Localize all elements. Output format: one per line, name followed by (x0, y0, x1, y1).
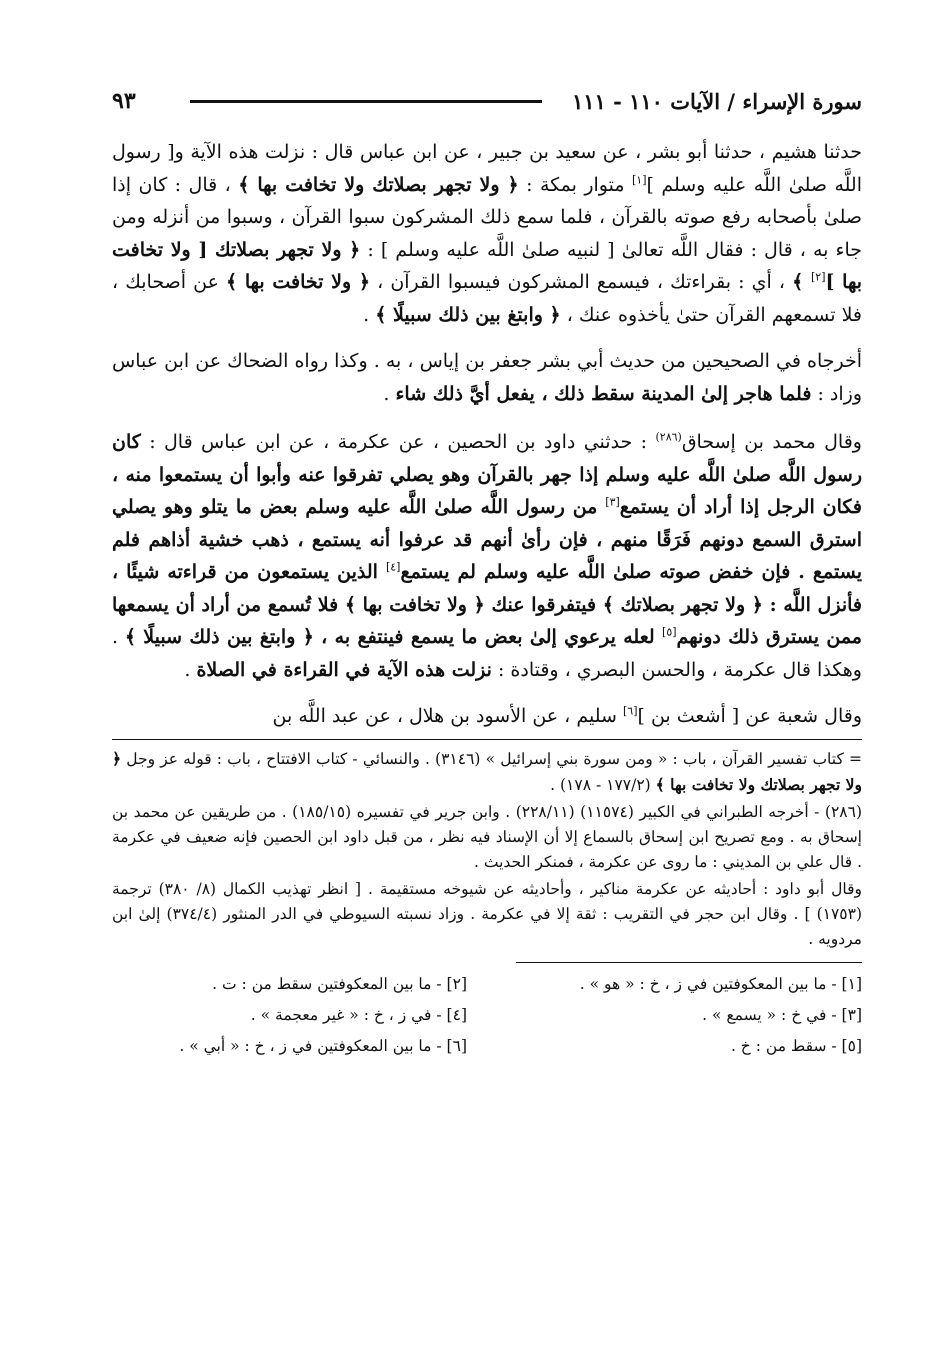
quran-quote: ﴿ ولا تجهر بصلاتك ﴾ (602, 593, 763, 616)
header-rule (190, 100, 542, 103)
text: عن أصحابك ، فلا تسمعهم القرآن حتىٰ يأخذوه عنك ، (112, 271, 862, 326)
quran-quote-end: ﴾ (792, 271, 811, 293)
text: ، قال : كان إذا صلىٰ بأصحابه رفع صوته بالقرآن ، فلما سمع ذلك المشركون سبوا القرآن ، وسبوا من أنزله ومن جاء به ، قال : فقال اللَّه تعالىٰ [ لنبيه صلىٰ اللَّه عليه وسلم ] : (112, 173, 862, 261)
quran-quote: ﴿ ولا تخافت بها ﴾ (226, 271, 370, 293)
footnote-286-continued: وقال أبو داود : أحاديثه عن عكرمة مناكير ، وأحاديثه عن شيوخه مستقيمة . [ انظر تهذيب الكمال (٨/ ٣٨٠) ترجمة (١٧٥٣) ] . وقال ابن حجر في التقريب : ثقة إلا في عكرمة . وزاد نسبته السيوطي في الدر المنثور (٣٧٤/٤) إلىٰ ابن مردويه . (112, 879, 862, 948)
quran-quote: ﴿ ولا تجهر بصلاتك [ ولا تخافت بها ] (112, 238, 863, 293)
bold-text: لعله يرعوي إلىٰ بعض ما يسمع فينتفع به ، (313, 626, 663, 648)
quran-quote: ﴿ وابتغ بين ذلك سبيلًا ﴾ (375, 303, 561, 326)
quran-quote: ﴿ ولا تجهر بصلاتك ولا تخافت بها ﴾ (112, 748, 862, 794)
text: . (184, 658, 197, 681)
variant-ref: [٥] (662, 625, 677, 639)
text: حدثنا هشيم ، حدثنا أبو بشر ، عن سعيد بن جبير ، عن ابن عباس قال : نزلت هذه الآية و[ رسول اللَّه صلىٰ اللَّه عليه وسلم ] (112, 141, 862, 196)
paragraph-shuba (112, 700, 862, 733)
text: . (363, 303, 376, 326)
variant-note: [٦] - ما بين المعكوفتين في ز ، خ : « أبي » . (179, 1036, 467, 1055)
bold-text: من رسول اللَّه صلىٰ اللَّه عليه وسلم بعض ما يتلو وهو يصلي استرق السمع دونهم فَرَقًا منهم ، فإن رأىٰ أنهم قد عرفوا أنه يستمع ، ذهب خشية أذاهم فلم يستمع . فإن خفض صوته صلىٰ اللَّه عليه وسلم لم يستمع (112, 496, 862, 583)
text: سليم ، عن الأسود بن هلال ، عن عبد اللَّه بن (272, 705, 623, 727)
text: = كتاب تفسير القرآن ، باب : « ومن سورة بني إسرائيل » (٣١٤٦) . والنسائي - كتاب الافتتاح ، باب : قوله عز وجل (121, 749, 862, 768)
quran-quote: ﴿ ولا تجهر بصلاتك ولا تخافت بها ﴾ (238, 173, 519, 196)
footnote-separator (112, 739, 862, 740)
variant-ref: [١] (631, 173, 647, 187)
bold-text: الذين يستمعون من قراءته شيئًا ، فأنزل اللَّه : (112, 561, 862, 616)
paragraph-ibn-ishaq (112, 426, 862, 686)
footnote-286: (٢٨٦) - أخرجه الطبراني في الكبير (١١٥٧٤) (٢٢٨/١١) . وابن جرير في تفسيره (١٨٥/١٥) . من طريقين عن محمد بن إسحاق به . ومع تصريح ابن إسحاق بالسماع إلا أن الإسناد فيه نظر ، من قبل داود ابن الحصين فإنه ضعيف في عكرمة . قال علي بن المديني : ما روى عن عكرمة ، فمنكر الحديث . (112, 802, 862, 871)
footnote-continuation (112, 746, 862, 798)
variant-ref: [٦] (622, 704, 638, 718)
text: (١٧٧/٢ - ١٧٨) . (550, 775, 656, 794)
surah-title: سورة الإسراء / الآيات ١١٠ - ١١١ (571, 88, 862, 114)
page-header (112, 84, 862, 118)
variant-note: [٢] - ما بين المعكوفتين سقط من : ت . (212, 974, 467, 993)
variant-note: [٤] - في ز ، خ : « غير معجمة » . (250, 1005, 467, 1024)
text: ، أي : بقراءتك ، فيسمع المشركون فيسبوا القرآن ، (369, 271, 793, 293)
bold-text: كان رسول اللَّه صلىٰ اللَّه عليه وسلم إذا جهر بالقرآن وهو يصلي تفرقوا عنه وأبوا أن يستمعوا منه ، فكان الرجل إذا أراد أن يستمع (112, 431, 863, 518)
text: . وهكذا قال عكرمة ، والحسن البصري ، وقتادة : (112, 626, 862, 681)
variant-ref: [٤] (385, 560, 401, 574)
bold-text: نزلت هذه الآية في القراءة في الصلاة (196, 658, 492, 681)
variants-separator (516, 962, 862, 963)
text: وقال شعبة عن [ أشعث بن ] (637, 705, 862, 727)
bold-text: فلما هاجر إلىٰ المدينة سقط ذلك ، يفعل أيَّ ذلك شاء (395, 382, 812, 405)
bold-text: فلا تُسمع من أراد أن يسمعها ممن يسترق ذلك دونهم (112, 593, 862, 648)
variant-ref: [٢] (810, 270, 826, 284)
quran-quote: ﴿ وابتغ بين ذلك سبيلًا ﴾ (124, 626, 314, 648)
bold-text: فيتفرقوا عنك (484, 593, 603, 616)
text: . (383, 382, 396, 405)
quran-quote: ﴿ ولا تخافت بها ﴾ (344, 593, 485, 616)
page-number: ٩٣ (112, 88, 136, 114)
variant-note: [٣] - في خ : « يسمع » . (702, 1005, 862, 1024)
footnote-ref: (٢٨٦) (655, 430, 682, 444)
paragraph-hushaim-hadith (112, 136, 862, 331)
text: : حدثني داود بن الحصين ، عن عكرمة ، عن ابن عباس قال : (140, 431, 656, 453)
manuscript-variants (112, 969, 862, 1062)
paragraph-sahihain (112, 345, 862, 410)
variant-note: [٥] - سقط من : خ . (730, 1036, 862, 1055)
text: أخرجاه في الصحيحين من حديث أبي بشر جعفر بن إياس ، به . وكذا رواه الضحاك عن ابن عباس وزاد : (112, 350, 862, 405)
text: وقال محمد بن إسحاق (681, 431, 862, 453)
text: متوار بمكة : (518, 173, 632, 196)
variant-ref: [٣] (605, 495, 620, 509)
variant-note: [١] - ما بين المعكوفتين في ز ، خ : « هو » . (579, 974, 862, 993)
